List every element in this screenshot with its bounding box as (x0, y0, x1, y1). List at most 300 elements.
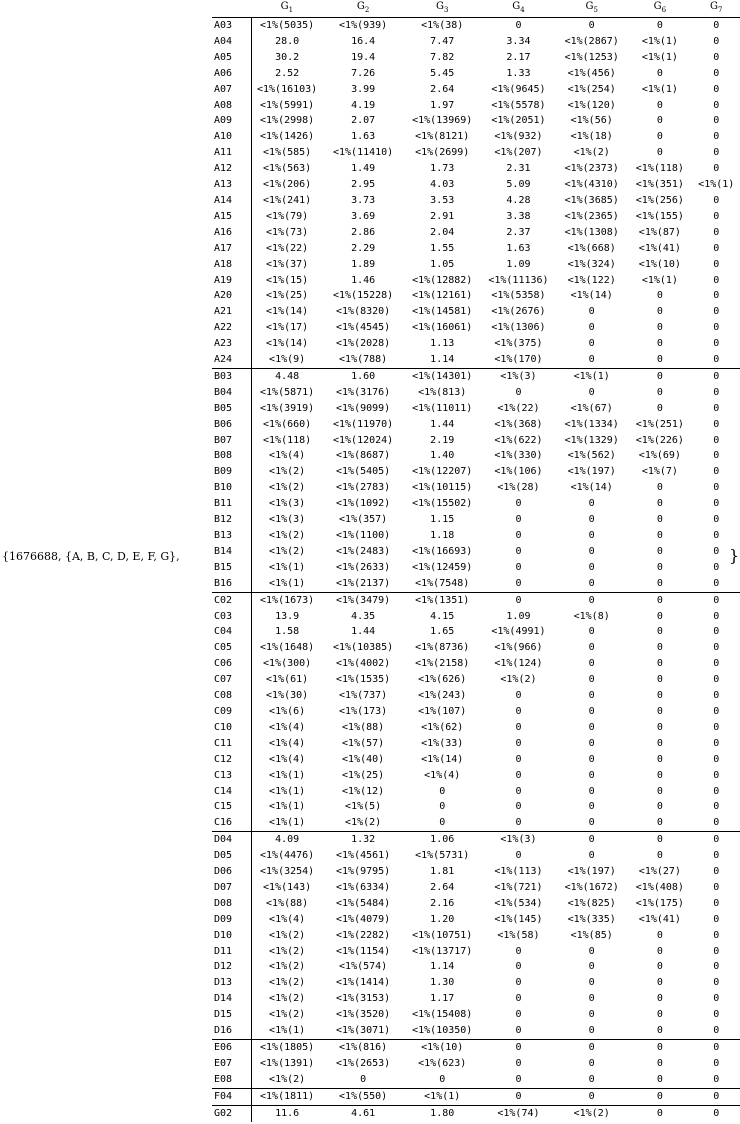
table-row (212, 609, 740, 625)
row-label: C07 (212, 672, 251, 688)
table-cell: 2.19 (430, 434, 455, 446)
table-cell: 0 (481, 1040, 556, 1056)
table-row (212, 1072, 740, 1088)
table-cell: <1%(300) (263, 658, 312, 670)
row-label: E06 (212, 1040, 251, 1056)
table-cell: <1%(22) (266, 242, 309, 254)
row-label: D07 (212, 880, 251, 896)
table-cell: <1%(197) (567, 866, 616, 878)
table-cell: <1%(1426) (260, 131, 315, 143)
table-cell: 0 (656, 769, 663, 781)
table-row (212, 959, 740, 975)
table-row (212, 848, 740, 864)
table-cell: <1%(120) (567, 99, 616, 111)
table-cell: <1%(14) (266, 306, 309, 318)
table-cell: 0 (656, 993, 663, 1005)
table-cell: 0 (588, 785, 595, 797)
table-row (212, 177, 740, 193)
table-cell: 0 (713, 530, 720, 541)
column-header: $G_6$ (627, 0, 692, 18)
table-cell: <1%(2365) (564, 210, 619, 222)
table-cell: <1%(13969) (412, 115, 473, 127)
table-cell: <1%(1414) (336, 977, 391, 989)
table-cell: <1%(737) (339, 690, 388, 702)
table-cell: 7.47 (430, 35, 455, 47)
table-row (212, 193, 740, 209)
table-cell: 0 (556, 1088, 627, 1105)
table-cell: <1%(14) (570, 290, 613, 302)
table-cell: 13.9 (275, 610, 300, 622)
table-cell: 0 (713, 258, 720, 270)
table-row (212, 82, 740, 98)
table-cell: <1%(155) (635, 210, 684, 222)
table-cell: <1%(5484) (336, 897, 391, 909)
table-cell: 0 (588, 1009, 595, 1021)
row-label: C15 (212, 799, 251, 815)
table-cell: 2.04 (430, 226, 455, 238)
table-cell: 0 (656, 131, 663, 143)
table-cell: <1%(57) (342, 737, 385, 749)
table-cell: <1%(118) (635, 163, 684, 175)
table-cell: 1.44 (430, 418, 455, 430)
row-label: A13 (212, 177, 251, 193)
table-row (212, 496, 740, 512)
table-cell: <1%(33) (421, 737, 464, 749)
table-cell: 0 (439, 801, 446, 813)
table-cell: <1%(357) (339, 514, 388, 526)
table-row (212, 624, 740, 640)
table-cell: 1.06 (404, 832, 481, 848)
table-cell: <1%(1092) (336, 498, 391, 510)
row-label: A03 (212, 18, 251, 34)
table-cell: 0 (713, 115, 720, 127)
table-cell: <1%(17) (266, 322, 309, 334)
table-cell: <1%(10350) (412, 1025, 473, 1037)
table-cell: <1%(170) (494, 354, 543, 366)
table-cell: 0 (360, 1073, 367, 1085)
table-cell: 3.69 (351, 210, 376, 222)
table-cell: <1%(5035) (260, 20, 315, 31)
table-cell: 0 (588, 514, 595, 526)
table-cell: <1%(5991) (260, 99, 315, 111)
table-row (212, 209, 740, 225)
table-cell: <1%(1306) (491, 322, 546, 334)
table-cell: 4.19 (351, 99, 376, 111)
table-cell: <1%(660) (263, 418, 312, 430)
table-cell: 0 (515, 1057, 522, 1069)
table-cell: 2.31 (506, 163, 531, 175)
table-cell: 0 (713, 690, 720, 702)
table-cell: 1.13 (430, 338, 455, 350)
table-cell: 1.81 (430, 866, 455, 878)
table-cell: <1%(12161) (412, 290, 473, 302)
table-row (212, 241, 740, 257)
row-label: A18 (212, 257, 251, 273)
table-cell: 1.58 (275, 626, 300, 638)
output-suffix: } (729, 546, 740, 565)
table-cell: <1%(4310) (564, 179, 619, 191)
table-cell: 0 (713, 658, 720, 670)
row-label: D12 (212, 959, 251, 975)
table-cell: 0 (515, 769, 522, 781)
table-cell: <1%(9645) (491, 83, 546, 95)
table-cell: <1%(4) (269, 753, 306, 765)
table-cell: 0 (713, 450, 720, 462)
table-row (212, 480, 740, 496)
table-cell: 0 (713, 434, 720, 446)
table-cell: <1%(3685) (564, 194, 619, 206)
table-cell: 0 (713, 642, 720, 654)
row-label: B10 (212, 480, 251, 496)
table-cell: 0 (656, 545, 663, 557)
table-cell: 0 (588, 386, 595, 398)
row-label: D04 (212, 832, 251, 848)
table-row (212, 336, 740, 352)
row-label: A07 (212, 82, 251, 98)
table-cell: 0 (515, 801, 522, 813)
table-row (212, 34, 740, 50)
table-cell: <1%(939) (339, 20, 388, 31)
table-cell: 0 (713, 961, 720, 973)
table-cell: 0 (713, 418, 720, 430)
column-header: $G_7$ (692, 0, 740, 18)
table-cell: <1%(5731) (415, 850, 470, 862)
table-cell: <1%(2051) (491, 115, 546, 127)
row-label: A19 (212, 273, 251, 289)
column-header: $G_4$ (481, 0, 556, 18)
table-cell: 0 (692, 1105, 740, 1121)
table-cell: <1%(4) (269, 737, 306, 749)
table-cell: 0 (439, 785, 446, 797)
table-row (212, 464, 740, 480)
table-cell: 0 (656, 498, 663, 510)
table-cell: 3.34 (506, 35, 531, 47)
table-cell: 0 (713, 83, 720, 95)
table-cell: <1%(1) (269, 769, 306, 781)
table-cell: 0 (656, 530, 663, 541)
table-row (212, 50, 740, 66)
table-cell: <1%(106) (494, 466, 543, 478)
table-cell: <1%(241) (263, 194, 312, 206)
table-cell: 3.99 (351, 83, 376, 95)
table-row (212, 975, 740, 991)
table-cell: <1%(4) (424, 769, 461, 781)
table-row (212, 512, 740, 528)
table-cell: <1%(2653) (336, 1057, 391, 1069)
table-cell: <1%(2998) (260, 115, 315, 127)
table-cell: <1%(206) (263, 179, 312, 191)
table-cell: 1.49 (351, 163, 376, 175)
table-cell: 0 (588, 354, 595, 366)
table-cell: 0 (515, 961, 522, 973)
table-cell: 0 (656, 753, 663, 765)
table-cell: <1%(1334) (564, 418, 619, 430)
table-cell: 0 (627, 1105, 692, 1121)
table-cell: 0 (656, 705, 663, 717)
table-row (212, 433, 740, 449)
table-cell: 0 (656, 961, 663, 973)
table-cell: <1%(622) (494, 434, 543, 446)
table-row (212, 385, 740, 401)
table-cell: 1.63 (351, 131, 376, 143)
table-cell: <1%(3) (481, 368, 556, 384)
row-label: A23 (212, 336, 251, 352)
table-row (212, 145, 740, 161)
table-cell: 0 (656, 67, 663, 79)
table-cell: 1.20 (430, 913, 455, 925)
table-cell: 0 (515, 545, 522, 557)
table-cell: <1%(88) (266, 897, 309, 909)
table-row (212, 528, 740, 544)
table-cell: 0 (656, 577, 663, 589)
table-cell: 0 (713, 977, 720, 989)
table-row (212, 656, 740, 672)
table-row (212, 448, 740, 464)
table-cell: 0 (588, 322, 595, 334)
table-row (212, 225, 740, 241)
row-label: B07 (212, 433, 251, 449)
table-cell: <1%(12459) (412, 561, 473, 573)
row-label: D09 (212, 912, 251, 928)
table-cell: 0 (713, 993, 720, 1005)
table-cell: <1%(124) (494, 658, 543, 670)
table-cell: 0 (515, 753, 522, 765)
table-cell: 1.17 (430, 993, 455, 1005)
table-cell: 7.82 (430, 51, 455, 63)
corner-cell (212, 0, 251, 18)
table-cell: 0 (713, 466, 720, 478)
row-label: D11 (212, 944, 251, 960)
table-cell: 4.09 (251, 832, 322, 848)
table-cell: 2.64 (430, 881, 455, 893)
table-cell: <1%(3153) (336, 993, 391, 1005)
table-row (212, 129, 740, 145)
table-cell: <1%(69) (638, 450, 681, 462)
table-cell: <1%(2867) (564, 35, 619, 47)
table-cell: 4.48 (251, 368, 322, 384)
table-cell: 2.91 (430, 210, 455, 222)
table-cell: <1%(408) (635, 881, 684, 893)
table-cell: 0 (692, 1088, 740, 1105)
table-cell: 0 (627, 832, 692, 848)
table-cell: 5.45 (430, 67, 455, 79)
table-cell: <1%(15) (266, 274, 309, 286)
row-label: B13 (212, 528, 251, 544)
table-cell: 30.2 (275, 51, 300, 63)
table-cell: <1%(623) (418, 1057, 467, 1069)
table-cell: <1%(85) (570, 929, 613, 941)
table-cell: 0 (515, 577, 522, 589)
table-cell: <1%(1253) (564, 51, 619, 63)
table-cell: <1%(11136) (488, 274, 549, 286)
table-cell: 0 (713, 610, 720, 622)
table-cell: <1%(12882) (412, 274, 473, 286)
row-label: A04 (212, 34, 251, 50)
table-cell: <1%(1) (641, 51, 678, 63)
table-cell: <1%(2) (269, 1073, 306, 1085)
table-cell: 0 (588, 690, 595, 702)
table-cell: 1.15 (430, 514, 455, 526)
table-cell: <1%(145) (494, 913, 543, 925)
table-cell: <1%(721) (494, 881, 543, 893)
table-row (212, 161, 740, 177)
table-cell: 0 (556, 832, 627, 848)
row-label: D10 (212, 928, 251, 944)
table-cell: <1%(3) (269, 498, 306, 510)
table-cell: 0 (713, 99, 720, 111)
table-cell: 0 (713, 561, 720, 573)
table-cell: 0 (515, 1073, 522, 1085)
table-cell: 0 (588, 769, 595, 781)
table-cell: <1%(14) (570, 482, 613, 494)
table-cell: <1%(9099) (336, 402, 391, 414)
table-cell: 1.55 (430, 242, 455, 254)
table-cell: 4.15 (430, 610, 455, 622)
row-label: D14 (212, 991, 251, 1007)
table-cell: 2.95 (351, 179, 376, 191)
table-cell: 1.40 (430, 450, 455, 462)
table-cell: 3.38 (506, 210, 531, 222)
table-cell: 4.28 (506, 194, 531, 206)
table-row (212, 672, 740, 688)
table-cell: 0 (656, 850, 663, 862)
table-cell: <1%(2028) (336, 338, 391, 350)
row-label: D06 (212, 864, 251, 880)
table-cell: 0 (692, 1040, 740, 1056)
table-cell: <1%(3) (481, 832, 556, 848)
table-cell: 0 (515, 993, 522, 1005)
table-cell: <1%(118) (263, 434, 312, 446)
table-cell: <1%(2676) (491, 306, 546, 318)
table-cell: <1%(10115) (412, 482, 473, 494)
table-cell: <1%(38) (421, 20, 464, 31)
table-row (212, 815, 740, 831)
table-cell: 0 (588, 1073, 595, 1085)
table-cell: <1%(8121) (415, 131, 470, 143)
table-cell: 0 (713, 274, 720, 286)
table-row (212, 592, 740, 608)
table-cell: 0 (515, 1025, 522, 1037)
table-cell: 4.03 (430, 179, 455, 191)
table-cell: 0 (656, 977, 663, 989)
row-label: B11 (212, 496, 251, 512)
table-cell: 0 (515, 690, 522, 702)
table-cell: 0 (713, 1025, 720, 1037)
table-cell: 1.89 (351, 258, 376, 270)
table-cell: 0 (656, 1025, 663, 1037)
table-cell: <1%(4476) (260, 850, 315, 862)
table-cell: <1%(10385) (333, 642, 394, 654)
table-cell: 0 (713, 737, 720, 749)
row-label: C11 (212, 736, 251, 752)
table-cell: <1%(1) (269, 817, 306, 829)
table-cell: 0 (713, 194, 720, 206)
table-row (212, 736, 740, 752)
row-label: E08 (212, 1072, 251, 1088)
table-cell: 0 (515, 705, 522, 717)
table-cell: 4.35 (351, 610, 376, 622)
table-cell: <1%(8320) (336, 306, 391, 318)
table-cell: 0 (656, 482, 663, 494)
table-row (212, 257, 740, 273)
table-row (212, 1105, 740, 1121)
table-cell: <1%(15228) (333, 290, 394, 302)
table-cell: <1%(25) (342, 769, 385, 781)
table-cell: <1%(816) (323, 1040, 404, 1056)
table-row (212, 928, 740, 944)
table-cell: 0 (713, 210, 720, 222)
table-cell: 1.14 (430, 961, 455, 973)
table-cell: 0 (713, 147, 720, 159)
table-cell: 0 (656, 785, 663, 797)
table-cell: <1%(1329) (564, 434, 619, 446)
row-label: B06 (212, 417, 251, 433)
table-cell: 0 (713, 35, 720, 47)
table-cell: <1%(2) (269, 466, 306, 478)
table-cell: <1%(550) (323, 1088, 404, 1105)
table-cell: 0 (692, 592, 740, 608)
table-cell: 0 (556, 592, 627, 608)
table-row (212, 832, 740, 848)
table-cell: <1%(16693) (412, 545, 473, 557)
table-cell: 1.05 (430, 258, 455, 270)
table-cell: <1%(15408) (412, 1009, 473, 1021)
table-cell: 0 (588, 338, 595, 350)
table-cell: 0 (515, 514, 522, 526)
table-cell: <1%(1154) (336, 945, 391, 957)
table-cell: 0 (515, 945, 522, 957)
table-cell: <1%(14581) (412, 306, 473, 318)
table-cell: 3.53 (430, 194, 455, 206)
table-cell: <1%(107) (418, 705, 467, 717)
table-cell: 0 (713, 850, 720, 862)
table-cell: 1.33 (506, 67, 531, 79)
table-cell: 16.4 (351, 35, 376, 47)
table-cell: 1.09 (506, 258, 531, 270)
table-cell: <1%(2) (556, 1105, 627, 1121)
table-cell: 0 (713, 51, 720, 63)
table-row (212, 401, 740, 417)
row-label: B14 (212, 544, 251, 560)
table-cell: <1%(813) (418, 386, 467, 398)
table-cell: 3.73 (351, 194, 376, 206)
table-cell: <1%(58) (497, 929, 540, 941)
row-label: A12 (212, 161, 251, 177)
table-cell: <1%(5578) (491, 99, 546, 111)
table-cell: 2.37 (506, 226, 531, 238)
table-cell: <1%(37) (266, 258, 309, 270)
table-cell: 1.97 (430, 99, 455, 111)
table-cell: 0 (713, 67, 720, 79)
table-cell: 0 (588, 577, 595, 589)
table-row (212, 98, 740, 114)
table-cell: <1%(73) (266, 226, 309, 238)
table-cell: 0 (656, 626, 663, 638)
table-cell: <1%(8687) (336, 450, 391, 462)
table-cell: 0 (656, 642, 663, 654)
table-cell: <1%(10751) (412, 929, 473, 941)
table-cell: 0 (656, 115, 663, 127)
table-cell: 0 (515, 386, 522, 398)
table-cell: <1%(1) (269, 785, 306, 797)
table-cell: <1%(1) (404, 1088, 481, 1105)
table-cell: <1%(574) (339, 961, 388, 973)
row-label: A22 (212, 320, 251, 336)
table-cell: <1%(932) (494, 131, 543, 143)
table-cell: <1%(1308) (564, 226, 619, 238)
table-cell: 0 (588, 737, 595, 749)
table-cell: 2.17 (506, 51, 531, 63)
